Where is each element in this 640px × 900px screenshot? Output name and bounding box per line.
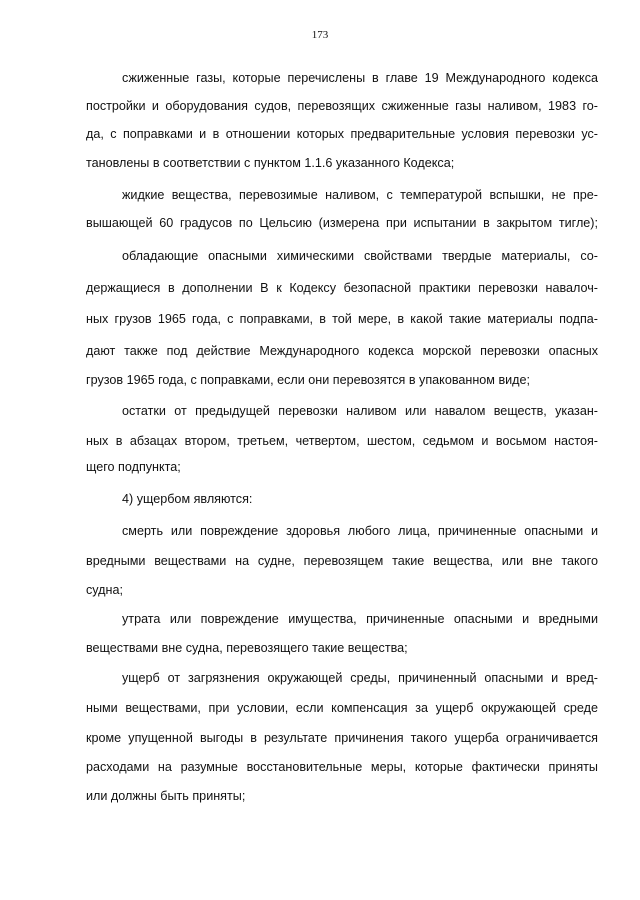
- text-line: вредными веществами на судне, перевозящем такие вещества, или вне такого: [86, 554, 598, 568]
- text-line: грузов 1965 года, с поправками, если они перевозятся в упакованном виде;: [86, 373, 531, 387]
- text-line: судна;: [86, 583, 123, 597]
- text-line: или должны быть приняты;: [86, 789, 246, 803]
- text-line: сжиженные газы, которые перечислены в главе 19 Международного кодекса: [122, 71, 598, 85]
- text-line: тановлены в соответствии с пунктом 1.1.6 указанного Кодекса;: [86, 156, 455, 170]
- page-number: 173: [311, 29, 329, 41]
- text-line: веществами вне судна, перевозящего такие вещества;: [86, 641, 408, 655]
- text-line: постройки и оборудования судов, перевозящих сжиженные газы наливом, 1983 го-: [86, 99, 598, 113]
- text-line: дают также под действие Международного кодекса морской перевозки опасных: [86, 344, 598, 358]
- text-line: 4) ущербом являются:: [122, 492, 253, 506]
- text-line: ных грузов 1965 года, с поправками, в той мере, в какой такие материалы подпа-: [86, 312, 598, 326]
- text-line: жидкие вещества, перевозимые наливом, с температурой вспышки, не пре-: [122, 188, 598, 202]
- text-line: смерть или повреждение здоровья любого лица, причиненные опасными и: [122, 524, 598, 538]
- text-line: обладающие опасными химическими свойствами твердые материалы, со-: [122, 249, 598, 263]
- text-line: да, с поправками и в отношении которых предварительные условия перевозки ус-: [86, 127, 598, 141]
- text-line: утрата или повреждение имущества, причиненные опасными и вредными: [122, 612, 598, 626]
- text-line: держащиеся в дополнении В к Кодексу безопасной практики перевозки навалоч-: [86, 281, 598, 295]
- text-line: ущерб от загрязнения окружающей среды, причиненный опасными и вред-: [122, 671, 598, 685]
- text-line: ными веществами, при условии, если компенсация за ущерб окружающей среде: [86, 701, 598, 715]
- text-line: расходами на разумные восстановительные меры, которые фактически приняты: [86, 760, 598, 774]
- text-line: остатки от предыдущей перевозки наливом или навалом веществ, указан-: [122, 404, 598, 418]
- text-line: щего подпункта;: [86, 460, 181, 474]
- text-line: кроме упущенной выгоды в результате причинения такого ущерба ограничивается: [86, 731, 598, 745]
- text-line: вышающей 60 градусов по Цельсию (измерена при испытании в закрытом тигле);: [86, 216, 598, 230]
- text-line: ных в абзацах втором, третьем, четвертом, шестом, седьмом и восьмом настоя-: [86, 434, 598, 448]
